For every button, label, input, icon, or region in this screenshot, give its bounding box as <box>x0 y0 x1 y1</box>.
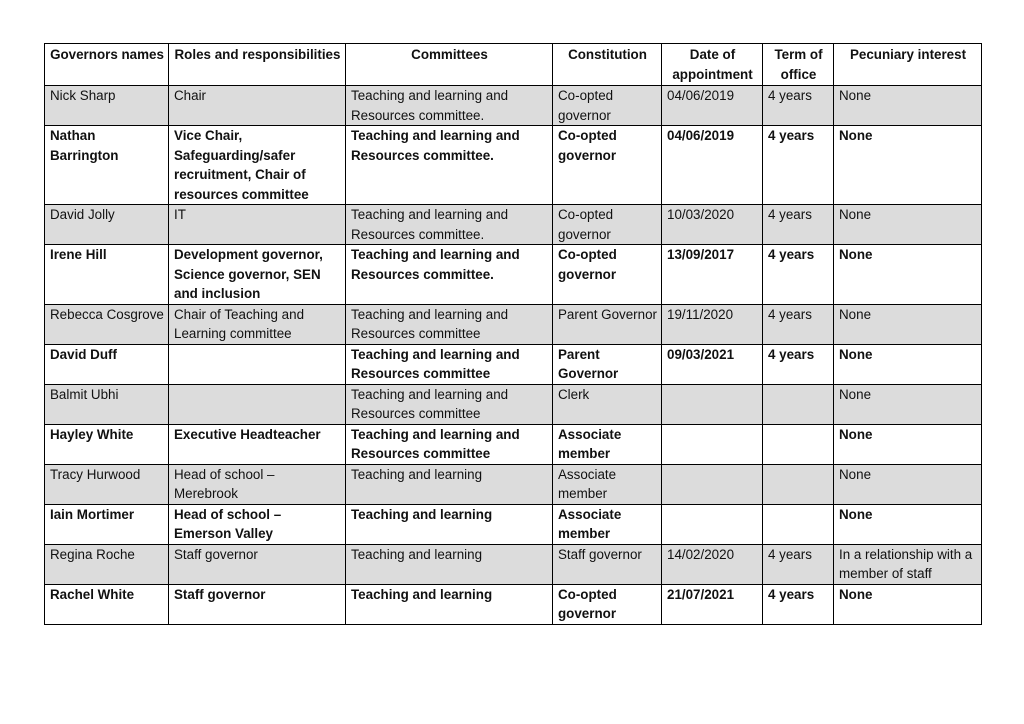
cell-governor-name: Rachel White <box>45 584 169 624</box>
cell-role: Chair of Teaching and Learning committee <box>169 304 346 344</box>
cell-governor-name: Irene Hill <box>45 245 169 305</box>
cell-committees: Teaching and learning and Resources committee. <box>346 205 553 245</box>
cell-governor-name: Nathan Barrington <box>45 126 169 205</box>
cell-term: 4 years <box>763 544 834 584</box>
cell-term <box>763 504 834 544</box>
cell-appointment-date: 04/06/2019 <box>662 86 763 126</box>
cell-committees: Teaching and learning and Resources committee <box>346 344 553 384</box>
cell-committees: Teaching and learning <box>346 504 553 544</box>
cell-constitution: Co-opted governor <box>553 584 662 624</box>
cell-appointment-date: 19/11/2020 <box>662 304 763 344</box>
cell-governor-name: Regina Roche <box>45 544 169 584</box>
cell-committees: Teaching and learning and Resources committee <box>346 384 553 424</box>
cell-governor-name: Tracy Hurwood <box>45 464 169 504</box>
table-row <box>45 584 982 624</box>
cell-governor-name: Balmit Ubhi <box>45 384 169 424</box>
cell-role: Staff governor <box>169 584 346 624</box>
cell-appointment-date: 10/03/2020 <box>662 205 763 245</box>
table-row <box>45 544 982 584</box>
cell-appointment-date: 04/06/2019 <box>662 126 763 205</box>
cell-pecuniary-interest: None <box>834 424 982 464</box>
cell-appointment-date: 14/02/2020 <box>662 544 763 584</box>
cell-term: 4 years <box>763 205 834 245</box>
cell-governor-name: Nick Sharp <box>45 86 169 126</box>
cell-role <box>169 384 346 424</box>
cell-committees: Teaching and learning and Resources committee <box>346 304 553 344</box>
cell-pecuniary-interest: None <box>834 464 982 504</box>
cell-constitution: Associate member <box>553 504 662 544</box>
cell-appointment-date: 21/07/2021 <box>662 584 763 624</box>
table-row <box>45 464 982 504</box>
cell-role: Staff governor <box>169 544 346 584</box>
cell-constitution: Associate member <box>553 424 662 464</box>
header-term-of-office: Term of office <box>763 44 834 86</box>
cell-constitution: Co-opted governor <box>553 126 662 205</box>
cell-pecuniary-interest: None <box>834 384 982 424</box>
cell-committees: Teaching and learning and Resources committee. <box>346 245 553 305</box>
cell-constitution: Parent Governor <box>553 344 662 384</box>
cell-committees: Teaching and learning <box>346 544 553 584</box>
cell-appointment-date <box>662 384 763 424</box>
table-row <box>45 424 982 464</box>
table-row <box>45 504 982 544</box>
header-roles-responsibilities: Roles and responsibilities <box>169 44 346 86</box>
cell-governor-name: David Duff <box>45 344 169 384</box>
table-body <box>45 86 982 625</box>
cell-appointment-date <box>662 464 763 504</box>
cell-governor-name: Hayley White <box>45 424 169 464</box>
cell-term <box>763 424 834 464</box>
cell-pecuniary-interest: None <box>834 126 982 205</box>
cell-constitution: Co-opted governor <box>553 245 662 305</box>
table-row <box>45 205 982 245</box>
cell-role: IT <box>169 205 346 245</box>
cell-term: 4 years <box>763 304 834 344</box>
cell-role: Chair <box>169 86 346 126</box>
cell-role <box>169 344 346 384</box>
table-row <box>45 126 982 205</box>
cell-pecuniary-interest: None <box>834 245 982 305</box>
cell-role: Development governor, Science governor, SEN and inclusion <box>169 245 346 305</box>
cell-committees: Teaching and learning <box>346 584 553 624</box>
cell-term <box>763 464 834 504</box>
cell-constitution: Co-opted governor <box>553 205 662 245</box>
cell-term: 4 years <box>763 344 834 384</box>
table-row <box>45 304 982 344</box>
header-governors-names: Governors names <box>45 44 169 86</box>
cell-term: 4 years <box>763 584 834 624</box>
governors-table <box>44 43 982 625</box>
cell-role: Executive Headteacher <box>169 424 346 464</box>
table-row <box>45 384 982 424</box>
cell-constitution: Staff governor <box>553 544 662 584</box>
table-row <box>45 245 982 305</box>
cell-pecuniary-interest: None <box>834 86 982 126</box>
cell-appointment-date: 13/09/2017 <box>662 245 763 305</box>
header-constitution: Constitution <box>553 44 662 86</box>
cell-term <box>763 384 834 424</box>
cell-constitution: Co-opted governor <box>553 86 662 126</box>
cell-appointment-date: 09/03/2021 <box>662 344 763 384</box>
header-row <box>45 44 982 86</box>
cell-constitution: Associate member <box>553 464 662 504</box>
cell-pecuniary-interest: None <box>834 205 982 245</box>
cell-pecuniary-interest: None <box>834 584 982 624</box>
table-row <box>45 86 982 126</box>
cell-role: Vice Chair, Safeguarding/safer recruitment, Chair of resources committee <box>169 126 346 205</box>
cell-committees: Teaching and learning and Resources committee <box>346 424 553 464</box>
cell-pecuniary-interest: None <box>834 304 982 344</box>
cell-role: Head of school – Merebrook <box>169 464 346 504</box>
cell-governor-name: David Jolly <box>45 205 169 245</box>
cell-committees: Teaching and learning and Resources committee. <box>346 86 553 126</box>
cell-pecuniary-interest: In a relationship with a member of staff <box>834 544 982 584</box>
cell-constitution: Parent Governor <box>553 304 662 344</box>
cell-term: 4 years <box>763 86 834 126</box>
cell-appointment-date <box>662 504 763 544</box>
cell-governor-name: Rebecca Cosgrove <box>45 304 169 344</box>
cell-committees: Teaching and learning and Resources committee. <box>346 126 553 205</box>
header-pecuniary-interest: Pecuniary interest <box>834 44 982 86</box>
cell-role: Head of school – Emerson Valley <box>169 504 346 544</box>
cell-governor-name: Iain Mortimer <box>45 504 169 544</box>
cell-term: 4 years <box>763 126 834 205</box>
cell-appointment-date <box>662 424 763 464</box>
header-date-of-appointment: Date of appointment <box>662 44 763 86</box>
cell-constitution: Clerk <box>553 384 662 424</box>
cell-term: 4 years <box>763 245 834 305</box>
header-committees: Committees <box>346 44 553 86</box>
table-row <box>45 344 982 384</box>
cell-committees: Teaching and learning <box>346 464 553 504</box>
cell-pecuniary-interest: None <box>834 344 982 384</box>
cell-pecuniary-interest: None <box>834 504 982 544</box>
